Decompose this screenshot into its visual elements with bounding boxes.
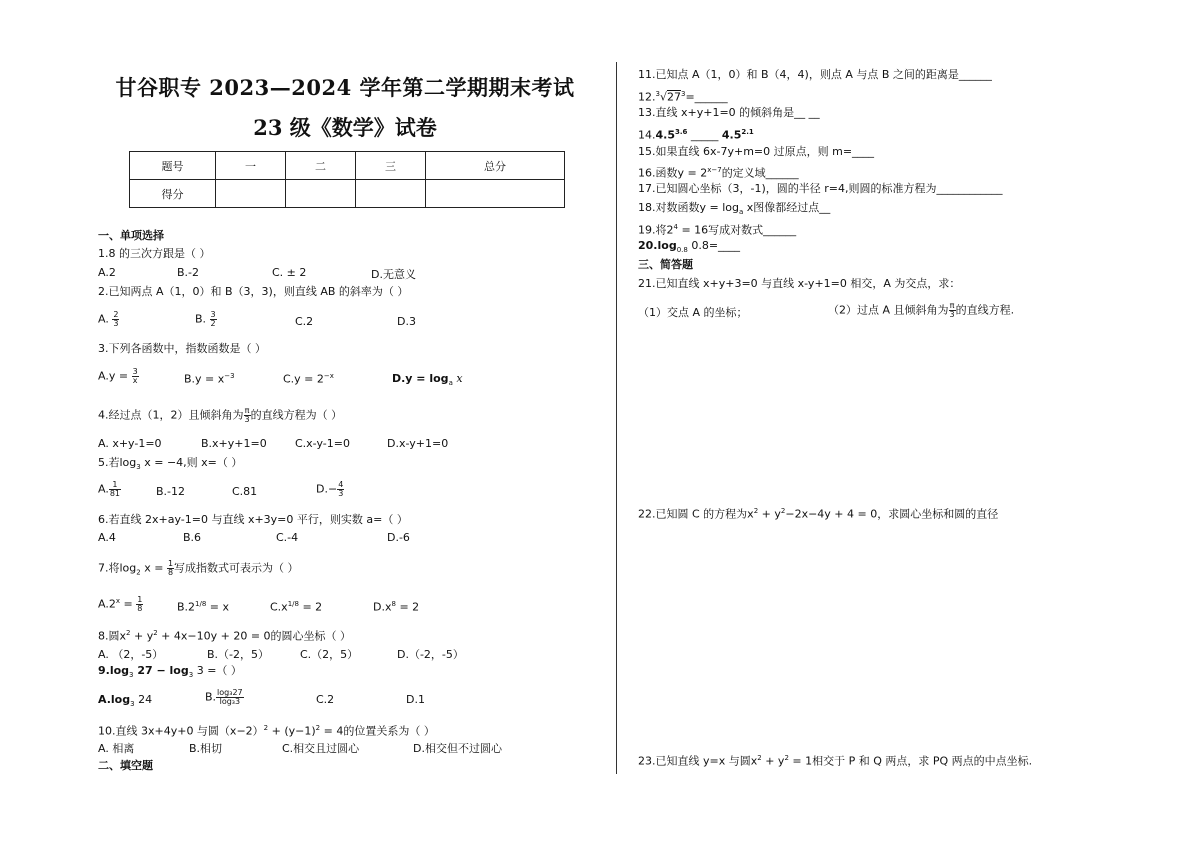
option-b: $B.2^{1/8} = x$: [177, 600, 230, 614]
question-stem: 11.已知点 A（1，0）和 B（4，4)，则点 A 与点 B 之间的距离是______: [638, 68, 992, 81]
option-a: A. $\frac{1}{81}$: [98, 480, 121, 498]
question-stem: $20.\log_{0.8}$ 0.8=____: [638, 239, 741, 255]
score-cell[interactable]: [356, 180, 426, 208]
question-stem: $14.4.5^{3.6}$ _____ $4.5^{2.1}$: [638, 128, 754, 142]
option-c: C.2: [295, 315, 314, 328]
option-a: A. x+y-1=0: [98, 437, 162, 450]
option-c: $C.y = 2^{-x}$: [283, 372, 334, 386]
score-header-cell: 二: [286, 152, 356, 180]
question-stem: 8.圆$x^2 + y^2 + 4x-10y + 20 = 0$的圆心坐标（ ）: [98, 629, 352, 643]
option-a: A. $\frac{2}{3}$: [98, 310, 119, 328]
question-stem: $12.^3√27^3=\_\_\_\_\_\_$: [638, 90, 728, 104]
option-b: B. $\frac{\text{log₃27}}{\text{log₃3}}$: [205, 688, 243, 706]
question-stem: 22.已知圆 C 的方程为$x^2 + y^2-2x-4y + 4 = 0$，求圆心坐标和圆的直径: [638, 507, 999, 521]
score-row-label: 得分: [130, 180, 216, 208]
score-cell[interactable]: [216, 180, 286, 208]
option-d: D.-6: [387, 531, 410, 544]
option-b: $B.y = x^{-3}$: [184, 372, 235, 386]
option-d: D.相交但不过圆心: [413, 742, 502, 755]
option-d: D.3: [397, 315, 416, 328]
score-header-cell: 总分: [426, 152, 565, 180]
score-table-row: [130, 180, 565, 208]
question-stem: 4.经过点（1，2）且倾斜角为 $\frac{\pi}{3}$ 的直线方程为（ ）: [98, 406, 343, 424]
question-stem: 19.将$2^4 = 16$写成对数式______: [638, 223, 797, 237]
exam-title: 甘谷职专 2023—2024 学年第二学期期末考试: [115, 75, 575, 100]
sub-question: （2）过点 A 且倾斜角为 $\frac{\pi}{3}$ 的直线方程.: [828, 301, 1015, 319]
score-header-cell: 一: [216, 152, 286, 180]
question-stem: 13.直线 x+y+1=0 的倾斜角是__ __: [638, 106, 820, 119]
question-stem: $9.\log_3$ $27 - \log_3 3$ =（ ）: [98, 664, 242, 680]
section-title: 二、填空题: [98, 759, 153, 772]
question-stem: 15.如果直线 6x-7y+m=0 过原点，则 m=____: [638, 145, 875, 158]
option-b: B.-12: [156, 485, 186, 498]
score-header-cell: 题号: [130, 152, 216, 180]
option-c: C.-4: [276, 531, 299, 544]
question-stem: 6.若直线 2x+ay-1=0 与直线 x+3y=0 平行，则实数 a=（ ）: [98, 513, 408, 526]
section-title: 三、简答题: [638, 258, 693, 271]
option-d: D.1: [406, 693, 425, 706]
question-stem: 18.对数函数$y = \log_a x$图像都经过点__: [638, 201, 831, 217]
option-c: C.2: [316, 693, 335, 706]
option-b: B.6: [183, 531, 202, 544]
option-d: $D.y = \log_a x$: [392, 372, 463, 388]
score-cell[interactable]: [426, 180, 565, 208]
option-a: A.2: [98, 266, 116, 279]
question-stem: 2.已知两点 A（1，0）和 B（3，3)，则直线 AB 的斜率为（ ）: [98, 285, 409, 298]
question-stem: 7.将$\log_2 x$ = $\frac{1}{8}$ 写成指数式可表示为（ ）: [98, 559, 299, 577]
question-stem: 17.已知圆心坐标（3，-1)，圆的半径 r=4,则圆的标准方程为____________: [638, 182, 1003, 195]
score-cell[interactable]: [286, 180, 356, 208]
option-a: A. （2，-5）: [98, 648, 164, 661]
option-d: D.（-2，-5）: [397, 648, 464, 661]
option-a: $A.2^x$ = $\frac{1}{8}$: [98, 595, 143, 613]
question-stem: 5.若$\log_3 x = -4$,则 x=（ ）: [98, 456, 243, 472]
option-c: C.81: [232, 485, 258, 498]
option-b: B.（-2，5）: [207, 648, 270, 661]
option-b: B. $\frac{3}{2}$: [195, 310, 216, 328]
option-a: A.y = $\frac{3}{x}$: [98, 367, 138, 385]
option-d: $D.x^8 = 2$: [373, 600, 420, 614]
sub-question: （1）交点 A 的坐标；: [638, 306, 748, 319]
option-c: C.（2，5）: [300, 648, 359, 661]
question-stem: 16.函数$y = 2^{x-7}$的定义域______: [638, 166, 799, 180]
section-title: 一、单项选择: [98, 229, 164, 242]
score-table: [129, 151, 565, 208]
option-b: B.x+y+1=0: [201, 437, 267, 450]
question-stem: 23.已知直线 y=x 与圆$x^2 + y^2 = 1$相交于 P 和 Q 两点，求 PQ 两点的中点坐标.: [638, 754, 1033, 768]
option-b: B.相切: [189, 742, 223, 755]
option-a: A.4: [98, 531, 116, 544]
score-header-cell: 三: [356, 152, 426, 180]
score-table-header-row: [130, 152, 565, 180]
question-stem: 21.已知直线 x+y+3=0 与直线 x-y+1=0 相交，A 为交点，求：: [638, 277, 961, 290]
option-d: D.无意义: [371, 268, 416, 281]
option-a: $A.\log_3$ 24: [98, 693, 153, 709]
option-c: $C.x^{1/8} = 2$: [270, 600, 323, 614]
option-c: C.相交且过圆心: [282, 742, 360, 755]
option-c: C.x-y-1=0: [295, 437, 350, 450]
option-d: D.− $\frac{4}{3}$: [316, 480, 344, 498]
exam-subtitle: 23 级《数学》试卷: [253, 115, 437, 140]
option-b: B.-2: [177, 266, 200, 279]
option-a: A. 相离: [98, 742, 135, 755]
question-stem: 3.下列各函数中，指数函数是（ ）: [98, 342, 266, 355]
question-stem: 10.直线 3x+4y+0 与圆$(x-2)^2 + (y-1)^2 = 4$的位置关系为（ ）: [98, 724, 435, 738]
option-c: C. ± 2: [272, 266, 307, 279]
question-stem: 1.8 的三次方跟是（ ）: [98, 247, 211, 260]
option-d: D.x-y+1=0: [387, 437, 449, 450]
column-divider: [616, 62, 617, 774]
